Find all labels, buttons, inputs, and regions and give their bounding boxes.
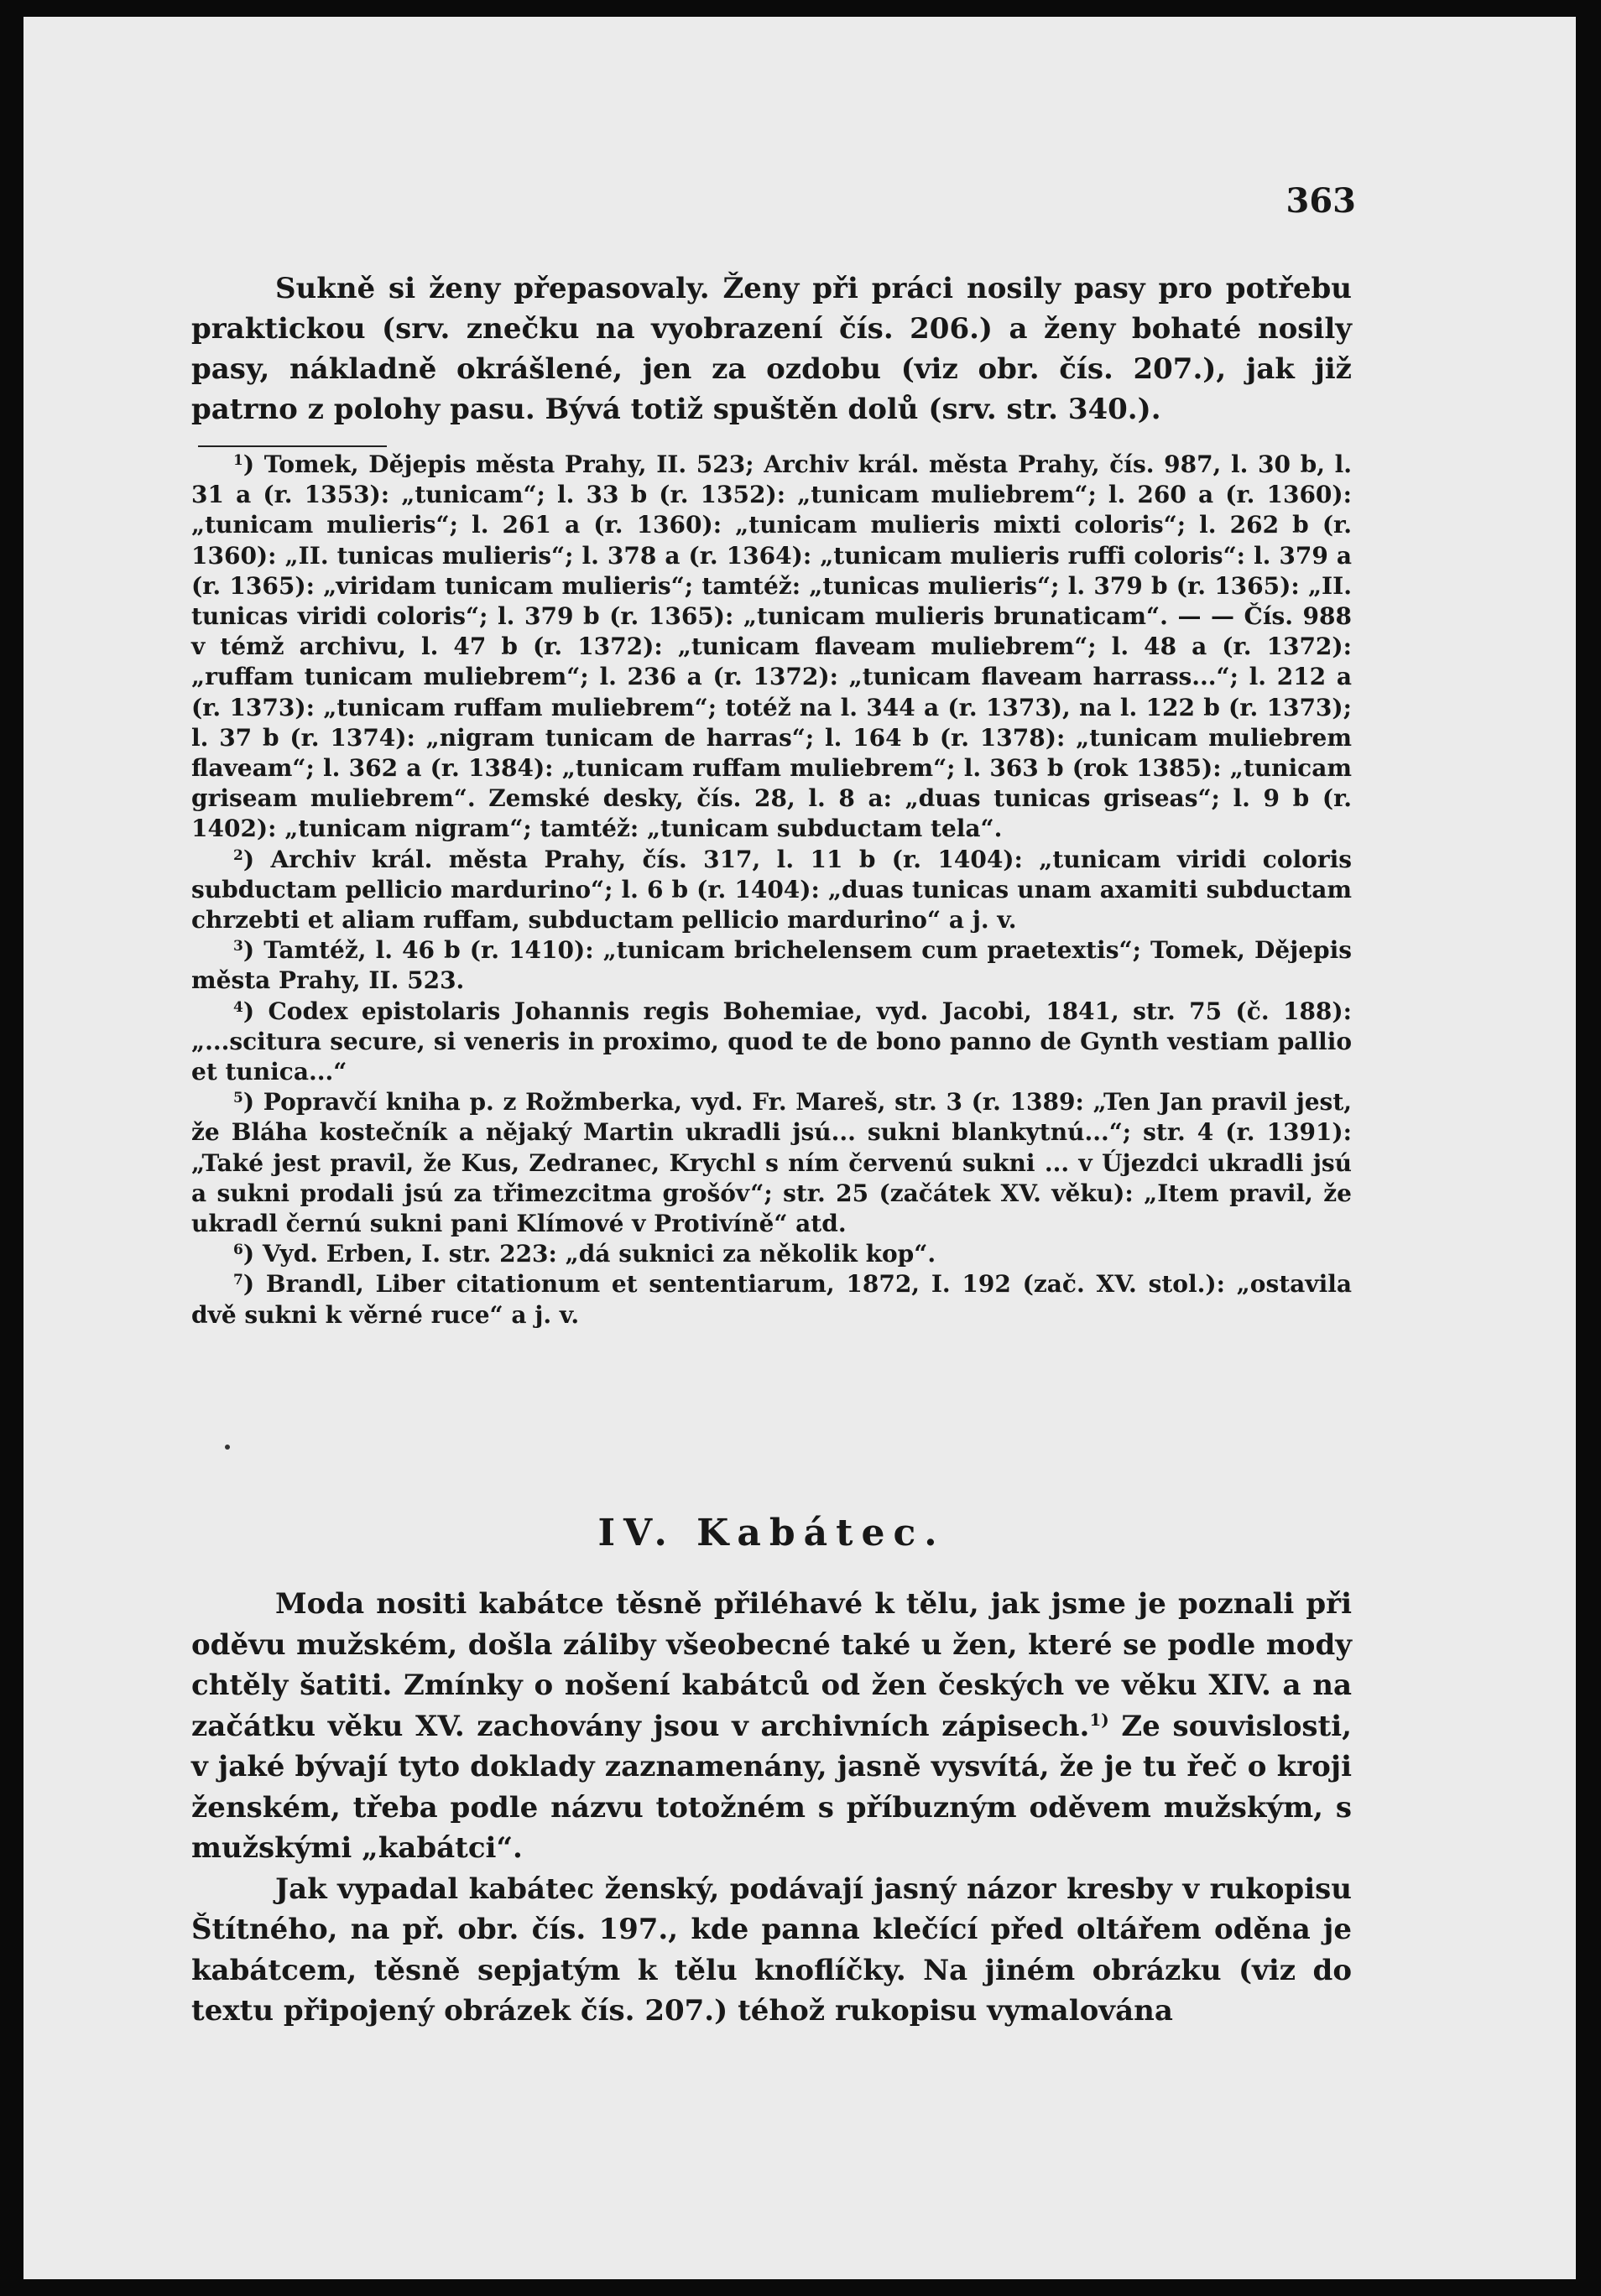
footnote-5: $^5$) Popravčí kniha p. z Rožmberka, vyd. Fr. Mareš, str. 3 (r. 1389: „Ten Jan pravil jest, že Bláha kostečník a nějaký Martin ukradli jsú... sukni blankytnú...“; str. 4 (r. 1391): „Také jest pravil, že Kus, Zedranec, Krychl s ním červenú sukni ... v Újezdci ukradli jsú a sukni prodali jsú za třimezcitma grošóv“; str. 25 (začátek XV. věku): „Item pravil, že ukradl černú sukni pani Klímové v Protivíně“ atd. — [191, 1088, 1352, 1238]
footnote-2: $^2$) Archiv král. města Prahy, čís. 317, l. 11 b (r. 1404): „tunicam viridi coloris subductam pellicio mardurino“; l. 6 b (r. 1404): „duas tunicas unam axamiti subductam chrzebti et aliam ruffam, subductam pellicio mardurino“ a j. v. — [191, 845, 1352, 935]
footnote-text: Vyd. Erben, I. str. 223: „dá suknici za několik kop“. — [262, 1240, 936, 1268]
footnote-text: Codex epistolaris Johannis regis Bohemiae, vyd. Jacobi, 1841, str. 75 (č. 188): „...scitura secure, si veneris in proximo, quod te de bono panno de Gynth vestiam pallio et tunica...“ — [191, 997, 1352, 1086]
page-number: 363 — [1285, 181, 1356, 221]
footnote-mark: 2 — [233, 846, 243, 864]
paragraph-text: Sukně si ženy přepasovaly. Ženy při práci nosily pasy pro potřebu praktickou (srv. znečku na vyobrazení čís. 206.) a ženy bohaté nosily pasy, nákladně okrášlené, jen za ozdobu (viz obr. čís. 207.), jak již patrno z polohy pasu. Bývá totiž spuštěn dolů (srv. str. 340.). — [191, 272, 1352, 426]
footnote-4: $^4$) Codex epistolaris Johannis regis Bohemiae, vyd. Jacobi, 1841, str. 75 (č. 188): „...scitura secure, si veneris in proximo, quod te de bono panno de Gynth vestiam pallio et tunica...“ — [191, 997, 1352, 1086]
body-paragraph-2: Jak vypadal kabátec ženský, podávají jasný názor kresby v rukopisu Štítného, na př. obr. čís. 197., kde panna klečící před oltářem oděna je kabátcem, těsně sepjatým k tělu knoflíčky. Na jiném obrázku (viz do textu připojený obrázek čís. 207.) téhož rukopisu vymalována — [191, 1872, 1352, 2028]
footnote-text: Popravčí kniha p. z Rožmberka, vyd. Fr. Mareš, str. 3 (r. 1389: „Ten Jan pravil jest, že Bláha kostečník a nějaký Martin ukradli jsú... sukni blankytnú...“; str. 4 (r. 1391): „Také jest pravil, že Kus, Zedranec, Krychl s ním červenú sukni ... v Újezdci ukradli jsú a sukni prodali jsú za třimezcitma grošóv“; str. 25 (začátek XV. věku): „Item pravil, že ukradl černú sukni pani Klímové v Protivíně“ atd. — [191, 1088, 1352, 1238]
footnote-text: Brandl, Liber citationum et sententiarum, 1872, I. 192 (zač. XV. stol.): „ostavila dvě sukni k věrné ruce“ a j. v. — [191, 1270, 1352, 1329]
footnote-divider — [198, 445, 387, 447]
footnote-6: $^6$) Vyd. Erben, I. str. 223: „dá suknici za několik kop“. — [233, 1240, 936, 1268]
footnote-text: Tamtéž, l. 46 b (r. 1410): „tunicam brichelensem cum praetextis“; Tomek, Dějepis města Prahy, II. 523. — [191, 936, 1352, 995]
footnote-1: $^1$) Tomek, Dějepis města Prahy, II. 523; Archiv král. města Prahy, čís. 987, l. 30 b, l. 31 a (r. 1353): „tunicam“; l. 33 b (r. 1352): „tunicam muliebrem“; l. 260 a (r. 1360): „tunicam mulieris“; l. 261 a (r. 1360): „tunicam mulieris mixti coloris“; l. 262 b (r. 1360): „II. tunicas mulieris“; l. 378 a (r. 1364): „tunicam mulieris ruffi coloris“: l. 379 a (r. 1365): „viridam tunicam mulieris“; tamtéž: „tunicas mulieris“; l. 379 b (r. 1365): „II. tunicas viridi coloris“; l. 379 b (r. 1365): „tunicam mulieris brunaticam“. — — Čís. 988 v témž archivu, l. 47 b (r. 1372): „tunicam flaveam muliebrem“; l. 48 a (r. 1372): „ruffam tunicam muliebrem“; l. 236 a (r. 1372): „tunicam flaveam harrass...“; l. 212 a (r. 1373): „tunicam ruffam muliebrem“; totéž na l. 344 a (r. 1373), na l. 122 b (r. 1373); l. 37 b (r. 1374): „nigram tunicam de harras“; l. 164 b (r. 1378): „tunicam muliebrem flaveam“; l. 362 a (r. 1384): „tunicam ruffam muliebrem“; l. 363 b (rok 1385): „tunicam griseam muliebrem“. Zemské desky, čís. 28, l. 8 a: „duas tunicas griseas“; l. 9 b (r. 1402): „tunicam nigram“; tamtéž: „tunicam subductam tela“. — [191, 450, 1352, 843]
section-body — [191, 1584, 1352, 2032]
footnote-mark: 7 — [233, 1272, 243, 1289]
footnotes — [191, 450, 1352, 1330]
footnote-3: $^3$) Tamtéž, l. 46 b (r. 1410): „tunicam brichelensem cum praetextis“; Tomek, Dějepis města Prahy, II. 523. — [191, 936, 1352, 995]
footnote-7: $^7$) Brandl, Liber citationum et sententiarum, 1872, I. 192 (zač. XV. stol.): „ostavila dvě sukni k věrné ruce“ a j. v. — [191, 1270, 1352, 1329]
paragraph-text: Ze souvislosti, v jaké bývají tyto doklady zaznamenány, jasně vysvítá, že je tu řeč o kroji ženském, třeba podle názvu totožném s příbuzným oděvem mužským, s mužskými „kabátci“. — [191, 1709, 1353, 1865]
note-reference: 1) — [1089, 1709, 1109, 1730]
footnote-text: Archiv král. města Prahy, čís. 317, l. 11 b (r. 1404): „tunicam viridi coloris subductam pellicio mardurino“; l. 6 b (r. 1404): „duas tunicas unam axamiti subductam chrzebti et aliam ruffam, subductam pellicio mardurino“ a j. v. — [191, 845, 1352, 935]
body-paragraph-1 — [191, 1584, 1352, 1869]
footnote-mark: 6 — [233, 1242, 243, 1259]
footnote-mark: 3 — [233, 938, 243, 955]
paragraph-text: Moda nositi kabátce těsně přiléhavé k tělu, jak jsme je poznali při oděvu mužském, došla záliby všeobecné také u žen, které se podle mody chtěly šatiti. Zmínky o nošení kabátců od žen českých ve věku XIV. a na začátku věku XV. zachovány jsou v archivních zápisech. — [191, 1587, 1352, 1743]
book-page — [23, 17, 1576, 2279]
footnote-mark: 4 — [233, 998, 243, 1016]
footnote-mark: 1 — [233, 452, 243, 469]
stray-mark — [225, 1445, 230, 1450]
footnote-text: Tomek, Dějepis města Prahy, II. 523; Archiv král. města Prahy, čís. 987, l. 30 b, l. 31 a (r. 1353): „tunicam“; l. 33 b (r. 1352): „tunicam muliebrem“; l. 260 a (r. 1360): „tunicam mulieris“; l. 261 a (r. 1360): „tunicam mulieris mixti coloris“; l. 262 b (r. 1360): „II. tunicas mulieris“; l. 378 a (r. 1364): „tunicam mulieris ruffi coloris“: l. 379 a (r. 1365): „viridam tunicam mulieris“; tamtéž: „tunicas mulieris“; l. 379 b (r. 1365): „II. tunicas viridi coloris“; l. 379 b (r. 1365): „tunicam mulieris brunaticam“. — — Čís. 988 v témž archivu, l. 47 b (r. 1372): „tunicam flaveam muliebrem“; l. 48 a (r. 1372): „ruffam tunicam muliebrem“; l. 236 a (r. 1372): „tunicam flaveam harrass...“; l. 212 a (r. 1373): „tunicam ruffam muliebrem“; totéž na l. 344 a (r. 1373), na l. 122 b (r. 1373); l. 37 b (r. 1374): „nigram tunicam de harras“; l. 164 b (r. 1378): „tunicam muliebrem flaveam“; l. 362 a (r. 1384): „tunicam ruffam muliebrem“; l. 363 b (rok 1385): „tunicam griseam muliebrem“. Zemské desky, čís. 28, l. 8 a: „duas tunicas griseas“; l. 9 b (r. 1402): „tunicam nigram“; tamtéž: „tunicam subductam tela“. — [191, 450, 1352, 843]
top-paragraph — [191, 268, 1352, 430]
section-heading: IV. Kabátec. — [597, 1512, 946, 1554]
footnote-mark: 5 — [233, 1090, 243, 1107]
